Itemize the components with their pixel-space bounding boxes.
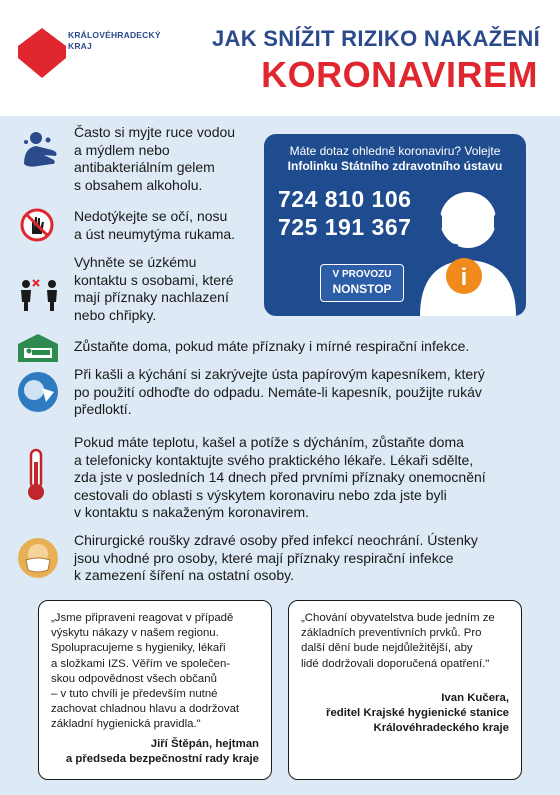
page-title: JAK SNÍŽIT RIZIKO NAKAŽENÍ — [211, 26, 540, 51]
infoline-question: Máte dotaz ohledně koronaviru? Volejte — [289, 144, 501, 158]
page-title-highlight: KORONAVIREM — [261, 54, 538, 95]
handwash-icon — [18, 128, 62, 172]
logo-text-line: KRÁLOVÉHRADECKÝ — [68, 30, 161, 40]
info-icon — [444, 256, 484, 296]
tip-no-touch-face: Nedotýkejte se očí, nosu a úst neumytýma rukama. — [74, 208, 236, 242]
logo-text — [68, 30, 161, 52]
face-mask-icon — [16, 536, 60, 580]
tip-avoid-contact: Vyhněte se úzkému kontaktu s osobami, které mají příznaky nachlazení nebo chřipky. — [74, 254, 234, 323]
stay-home-bed-icon — [16, 332, 60, 364]
region-logo-icon — [18, 28, 66, 78]
header — [0, 0, 560, 116]
tip-face-masks: Chirurgické roušky zdravé osoby před infekcí neochrání. Ústenky jsou vhodné pro osoby, které mají příznaky respirační infekce k zamezení šíření na ostatní osoby. — [74, 532, 478, 583]
no-touch-face-icon — [20, 208, 54, 242]
sneeze-tissue-icon — [16, 370, 60, 414]
logo-text-line: KRAJ — [68, 41, 92, 51]
tip-fever-call-doctor: Pokud máte teplotu, kašel a potíže s dýcháním, zůstaňte doma a telefonicky kontaktujte svého praktického lékaře. Lékaři sdělte, zda jste v posledních 14 dnech před prvními příznaky onemocnění cestovali do oblasti s výskytem koronaviru nebo zda jste byli v kontaktu s nakaženým koronavirem. — [74, 434, 486, 520]
tip-cover-sneeze: Při kašli a kýchání si zakrývejte ústa papírovým kapesníkem, který po použití odhoďte do odpadu. Nemáte-li kapesník, použijte rukáv předloktí. — [74, 366, 485, 417]
nonstop-badge-line: V PROVOZU — [332, 269, 392, 280]
quote-card-hejtman — [38, 600, 272, 780]
quote-card-hygienist — [288, 600, 522, 780]
quote-text: „Jsme připraveni reagovat v případě výskytu nákazy v našem regionu. Spolupracujeme s hygieniky, lékaři a složkami IZS. Věřím ve společen- skou odpovědnost všech občanů – v tuto chvíli je především nutné zachovat chladnou hlavu a dodržovat základní hygienická pravidla." — [51, 612, 240, 731]
infoline-box — [264, 134, 526, 316]
quote-text: „Chování obyvatelstva bude jedním ze základních preventivních prvků. Pro další dění bude nejdůležitější, aby lidé dodržovali doporučená opatření." — [301, 612, 495, 670]
nonstop-badge — [320, 264, 404, 302]
quote-author: Ivan Kučera, ředitel Krajské hygienické stanice Královéhradeckého kraje — [326, 692, 509, 735]
distance-people-icon — [16, 278, 62, 312]
tip-handwashing: Často si myjte ruce vodou a mýdlem nebo antibakteriálním gelem s obsahem alkoholu. — [74, 124, 236, 193]
thermometer-icon — [26, 448, 46, 502]
tip-stay-home: Zůstaňte doma, pokud máte příznaky i mírné respirační infekce. — [74, 338, 470, 354]
nonstop-badge-line: NONSTOP — [332, 282, 392, 296]
quote-author: Jiří Štěpán, hejtman a předseda bezpečnostní rady kraje — [65, 738, 259, 766]
infoline-phone[interactable]: 724 810 106 — [278, 186, 412, 212]
infoline-name: Infolinku Státního zdravotního ústavu — [287, 159, 503, 173]
svg-text:i: i — [460, 264, 468, 291]
infoline-phone[interactable]: 725 191 367 — [278, 214, 412, 240]
